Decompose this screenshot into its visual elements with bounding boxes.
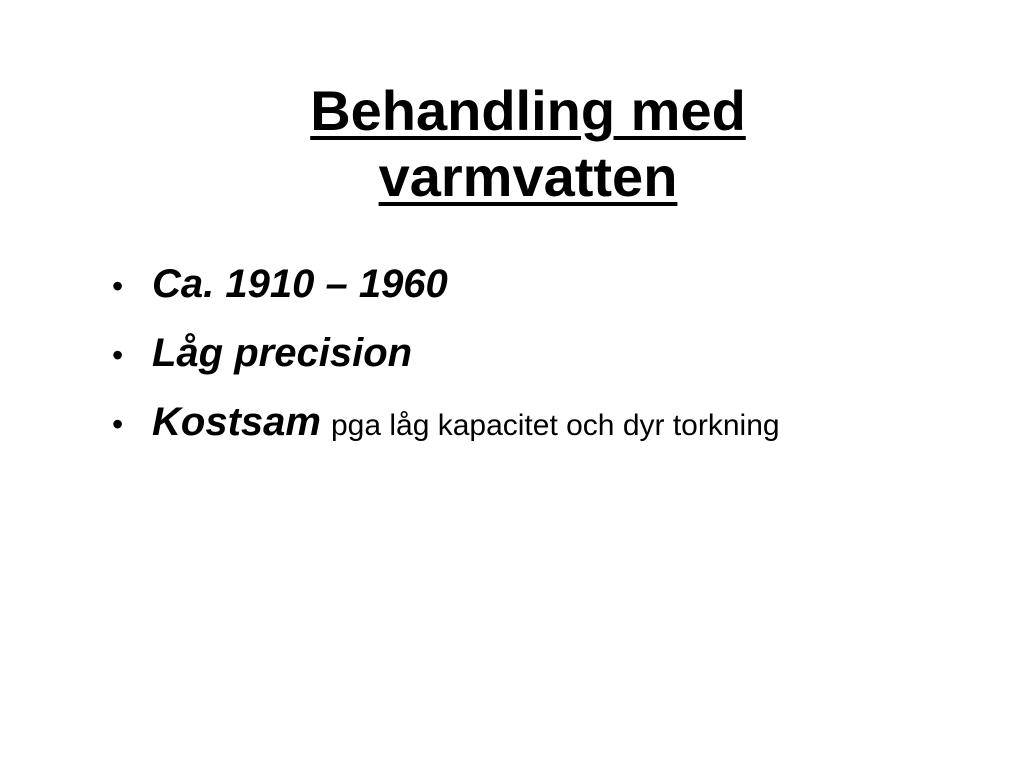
bullet-list	[112, 262, 780, 469]
bullet-marker: •	[112, 406, 124, 442]
bullet-marker: •	[112, 268, 124, 304]
bullet-main-text: Ca. 1910 – 1960	[152, 262, 448, 306]
slide-title	[0, 78, 1024, 210]
bullet-item-3	[112, 400, 780, 469]
bullet-main-text: Kostsam	[152, 400, 321, 444]
bullet-marker: •	[112, 337, 124, 373]
slide-title-line-2: varmvatten	[378, 145, 678, 208]
bullet-item-1	[112, 262, 780, 331]
bullet-main-text: Låg precision	[152, 331, 413, 375]
bullet-detail-text: pga låg kapacitet och dyr torkning	[330, 409, 780, 442]
bullet-item-2	[112, 331, 780, 400]
slide-title-line-1: Behandling med	[310, 79, 746, 142]
